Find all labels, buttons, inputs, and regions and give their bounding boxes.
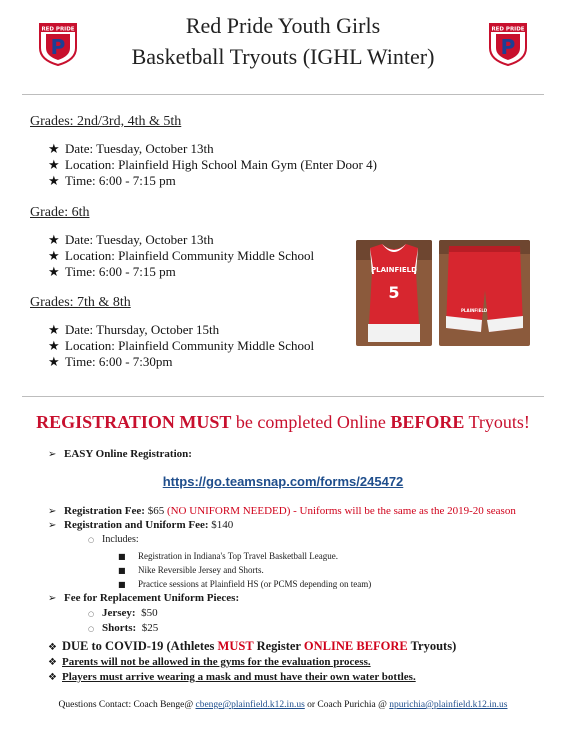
list-item: ★ Location: Plainfield Community Middle School (48, 338, 315, 353)
list-item: ○ Shorts: $25 (88, 622, 159, 634)
includes-label: ○ Includes: (88, 534, 139, 545)
svg-text:P: P (500, 35, 516, 59)
circle-bullet-icon: ○ (88, 625, 95, 633)
list-item: ★ Date: Tuesday, October 13th (48, 232, 214, 247)
list-item: ★ Location: Plainfield Community Middle School (48, 248, 315, 263)
group-heading-grade-6: Grade: 6th (30, 205, 90, 220)
registration-uniform-fee-line: ➢ Registration and Uniform Fee: $140 (48, 519, 234, 531)
title-line-2: Basketball Tryouts (IGHL Winter) (131, 44, 435, 69)
svg-text:PLAINFIELD: PLAINFIELD (461, 308, 488, 313)
svg-text:5: 5 (388, 283, 400, 302)
list-item: ★ Time: 6:00 - 7:30pm (48, 354, 173, 369)
star-icon: ★ (48, 338, 60, 353)
registration-fee-line: ➢ Registration Fee: $65 (NO UNIFORM NEEDED) - Uniforms will be the same as the 2019-20 season (48, 505, 516, 517)
page-title (0, 10, 566, 72)
svg-text:RED PRIDE: RED PRIDE (41, 26, 75, 33)
diamond-icon: ❖ (48, 642, 57, 653)
jersey-photo (356, 240, 432, 346)
star-icon: ★ (48, 173, 60, 188)
diamond-icon: ❖ (48, 657, 57, 668)
divider-top (22, 94, 544, 95)
replacement-fee-label: ➢ Fee for Replacement Uniform Pieces: (48, 592, 240, 604)
list-item: ★ Date: Thursday, October 15th (48, 322, 220, 337)
registration-link[interactable]: https://go.teamsnap.com/forms/245472 (162, 474, 404, 489)
list-item: ■ Nike Reversible Jersey and Shorts. (118, 565, 264, 575)
arrow-icon: ➢ (48, 506, 57, 517)
email-link-purichia[interactable]: npurichia@plainfield.k12.in.us (389, 700, 508, 710)
svg-text:RED PRIDE: RED PRIDE (491, 26, 525, 33)
divider-middle (22, 396, 544, 397)
arrow-icon: ➢ (48, 520, 57, 531)
svg-text:P: P (50, 35, 66, 59)
covid-rule-parents: ❖ Parents will not be allowed in the gyms for the evaluation process. (48, 656, 371, 668)
list-item: ○ Jersey: $50 (88, 607, 158, 619)
title-line-1: Red Pride Youth Girls (185, 13, 381, 38)
square-bullet-icon: ■ (118, 552, 126, 561)
list-item: ■ Registration in Indiana's Top Travel Basketball League. (118, 551, 339, 561)
svg-text:PLAINFIELD: PLAINFIELD (371, 266, 417, 274)
square-bullet-icon: ■ (118, 580, 126, 589)
list-item: ★ Time: 6:00 - 7:15 pm (48, 173, 176, 188)
list-item: ★ Location: Plainfield High School Main Gym (Enter Door 4) (48, 157, 377, 172)
group-heading-grades-7-8: Grades: 7th & 8th (30, 295, 131, 310)
star-icon: ★ (48, 264, 60, 279)
star-icon: ★ (48, 141, 60, 156)
star-icon: ★ (48, 354, 60, 369)
contact-line: Questions Contact: Coach Benge@ cbenge@plainfield.k12.in.us or Coach Purichia @ npurichia@plainfield.k12.in.us (58, 700, 508, 710)
arrow-icon: ➢ (48, 593, 57, 604)
circle-bullet-icon: ○ (88, 536, 95, 544)
list-item: ★ Time: 6:00 - 7:15 pm (48, 264, 176, 279)
arrow-icon: ➢ (48, 449, 57, 460)
star-icon: ★ (48, 157, 60, 172)
square-bullet-icon: ■ (118, 566, 126, 575)
star-icon: ★ (48, 322, 60, 337)
circle-bullet-icon: ○ (88, 610, 95, 618)
list-item: ■ Practice sessions at Plainfield HS (or PCMS depending on team) (118, 579, 372, 589)
registration-headline: REGISTRATION MUST be completed Online BEFORE Tryouts! (36, 412, 530, 432)
easy-registration-label: ➢ EASY Online Registration: (48, 448, 192, 460)
group-heading-grades-2-5: Grades: 2nd/3rd, 4th & 5th (30, 114, 182, 129)
covid-rule-masks: ❖ Players must arrive wearing a mask and must have their own water bottles. (48, 671, 416, 683)
shorts-photo (439, 240, 530, 346)
email-link-benge[interactable]: cbenge@plainfield.k12.in.us (195, 700, 305, 710)
star-icon: ★ (48, 248, 60, 263)
covid-notice: ❖ DUE to COVID-19 (Athletes MUST Register ONLINE BEFORE Tryouts) (48, 639, 457, 653)
diamond-icon: ❖ (48, 672, 57, 683)
list-item: ★ Date: Tuesday, October 13th (48, 141, 214, 156)
star-icon: ★ (48, 232, 60, 247)
